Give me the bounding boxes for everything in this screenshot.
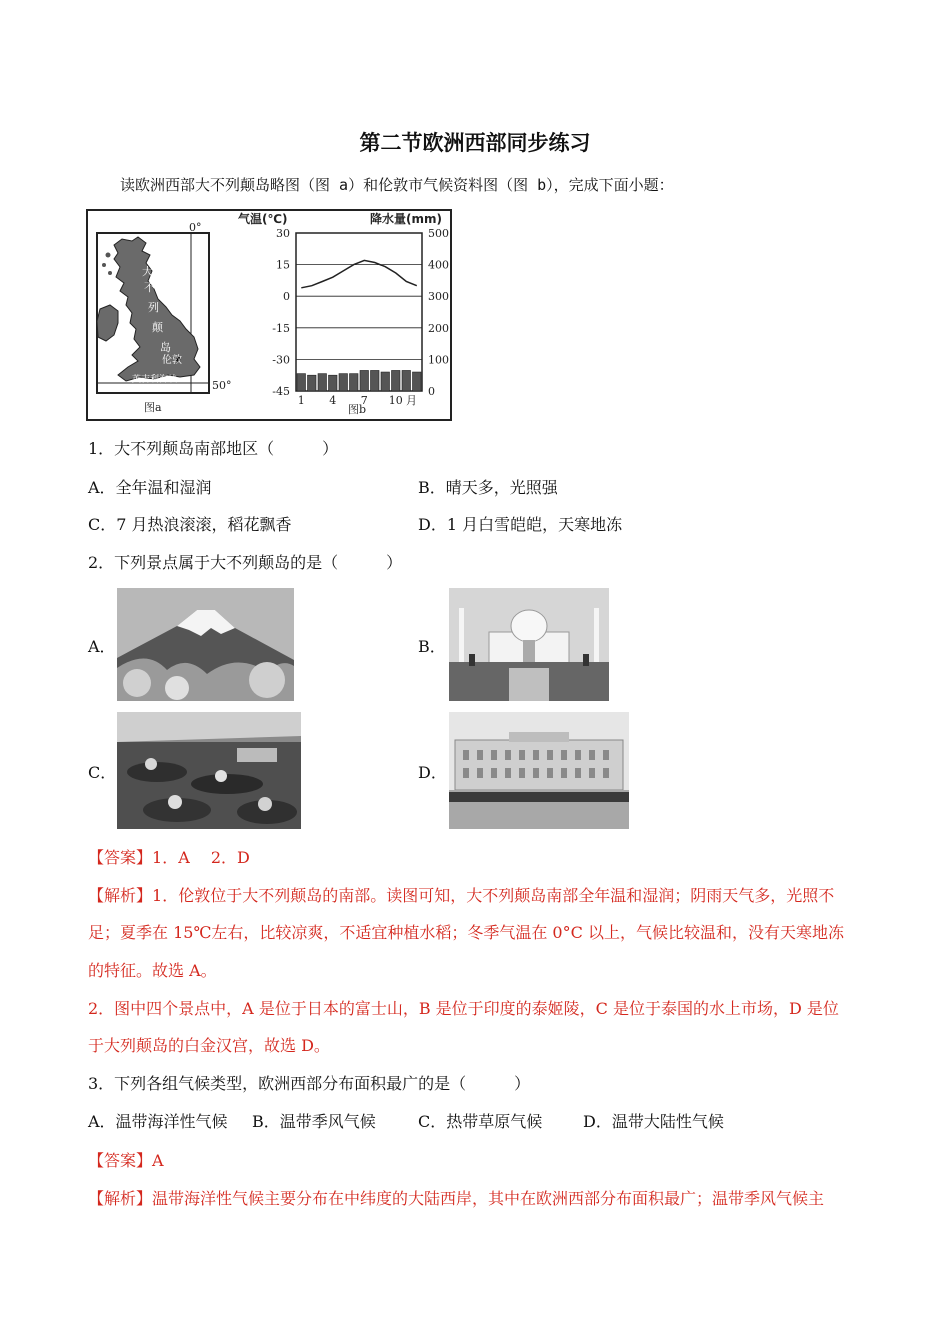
temp-tick-label: -30	[272, 353, 290, 367]
map-label-lat: 50°	[212, 379, 232, 392]
uk-map	[97, 221, 232, 414]
analysis-line-4: 2．图中四个景点中，A 是位于日本的富士山，B 是位于印度的泰姬陵，C 是位于泰国的水上市场，D 是位	[88, 999, 839, 1018]
analysis-line-5: 于大列颠岛的白金汉宫，故选 D。	[88, 1036, 330, 1055]
analysis-3	[88, 1188, 824, 1210]
precip-tick-label: 200	[428, 321, 449, 335]
month-tick-label: 7	[360, 394, 368, 407]
q2-option-b-label: B．	[418, 637, 446, 656]
analysis-line-3: 的特征。故选 A。	[88, 961, 217, 980]
precip-bar	[413, 372, 422, 391]
analysis-tag: 【解析】	[88, 886, 153, 905]
photo-buckingham-palace	[449, 712, 629, 829]
answer-text: 1．A 2．D	[152, 848, 250, 867]
photo-taj-mahal	[449, 588, 609, 701]
precip-bar	[392, 370, 401, 391]
answer-1-2	[88, 847, 250, 869]
precip-tick-label: 400	[428, 258, 449, 272]
map-city-label: 伦敦	[162, 355, 182, 366]
climate-chart	[238, 211, 449, 416]
precip-bar	[350, 374, 359, 391]
precip-bar	[381, 372, 390, 391]
analysis-text-1: 1．伦敦位于大不列颠岛的南部。读图可知，大不列颠岛南部全年温和湿润；阴雨天气多，光照不	[152, 886, 835, 905]
climate-caption: 图b	[348, 403, 367, 416]
plot-area	[296, 233, 422, 391]
intro-text: 读欧洲西部大不列颠岛略图（图 a）和伦敦市气候资料图（图 b），完成下面小题：	[120, 176, 674, 194]
q1-option-a: A．全年温和湿润	[88, 478, 212, 497]
month-unit-label: 月	[406, 394, 417, 407]
precip-bar	[297, 374, 306, 391]
island-char-0: 大	[142, 265, 153, 278]
analysis-line-1	[88, 885, 834, 907]
temp-axis-label: 气温(℃)	[238, 212, 288, 226]
q1-option-b: B．晴天多，光照强	[418, 478, 558, 497]
analysis-line-2: 足；夏季在 15℃左右，比较凉爽，不适宜种植水稻；冬季气温在 0°C 以上，气候比较温和，没有天寒地冻	[88, 923, 844, 942]
photo-mount-fuji	[117, 588, 294, 701]
q2-stem: 2．下列景点属于大不列颠岛的是（ ）	[88, 553, 403, 572]
precip-bar	[318, 374, 327, 391]
q1-option-c: C．7 月热浪滚滚，稻花飘香	[88, 515, 292, 534]
q2-option-d-label: D．	[418, 763, 447, 782]
month-tick-label: 4	[329, 394, 337, 407]
figure-box	[86, 209, 452, 421]
q3-option-a: A．温带海洋性气候	[88, 1112, 228, 1131]
map-caption: 图a	[144, 401, 162, 414]
photo-floating-market	[117, 712, 301, 829]
precip-bar	[371, 370, 380, 391]
q2-option-c-label: C．	[88, 763, 117, 782]
page-title: 第二节欧洲西部同步练习	[359, 130, 591, 155]
island-char-4: 岛	[160, 341, 171, 354]
precip-bar	[308, 375, 317, 391]
q1-option-d: D．1 月白雪皑皑，天寒地冻	[418, 515, 623, 534]
q3-stem: 3．下列各组气候类型，欧洲西部分布面积最广的是（ ）	[88, 1074, 531, 1093]
q3-option-d: D．温带大陆性气候	[583, 1112, 724, 1131]
precip-bar	[402, 370, 411, 391]
precip-tick-label: 500	[428, 227, 449, 240]
temp-tick-label: -45	[272, 385, 290, 398]
precip-tick-label: 100	[428, 353, 449, 367]
island-char-3: 颠	[152, 321, 163, 334]
answer-tag: 【答案】	[88, 848, 153, 867]
month-tick-label: 10	[388, 394, 403, 407]
q3-option-b: B．温带季风气候	[252, 1112, 376, 1131]
precip-bar	[329, 375, 338, 391]
precip-bar	[360, 370, 369, 391]
precip-tick-label: 300	[428, 290, 449, 304]
island-char-1: 不	[144, 281, 155, 294]
precip-tick-label: 0	[428, 385, 435, 398]
temp-tick-label: 0	[283, 290, 290, 304]
answer-3	[88, 1150, 164, 1172]
figure-svg	[88, 211, 450, 419]
temp-tick-label: 30	[276, 227, 290, 240]
temp-tick-label: -15	[272, 321, 290, 335]
map-label-lon: 0°	[189, 221, 202, 234]
q1-stem: 1．大不列颠岛南部地区（ ）	[88, 439, 339, 458]
analysis-tag: 【解析】	[88, 1189, 153, 1208]
temp-tick-label: 15	[276, 258, 290, 272]
q2-option-a-label: A．	[88, 637, 116, 656]
precip-bar	[339, 374, 348, 391]
answer-tag: 【答案】	[88, 1151, 153, 1170]
q3-option-c: C．热带草原气候	[418, 1112, 543, 1131]
precip-axis-label: 降水量(mm)	[370, 212, 442, 226]
island-char-2: 列	[148, 301, 159, 314]
month-tick-label: 1	[297, 394, 305, 407]
answer-text: A	[152, 1151, 164, 1170]
map-strait-label: 英吉利海峡	[132, 375, 178, 385]
analysis-text: 温带海洋性气候主要分布在中纬度的大陆西岸，其中在欧洲西部分布面积最广；温带季风气候主	[152, 1189, 825, 1208]
